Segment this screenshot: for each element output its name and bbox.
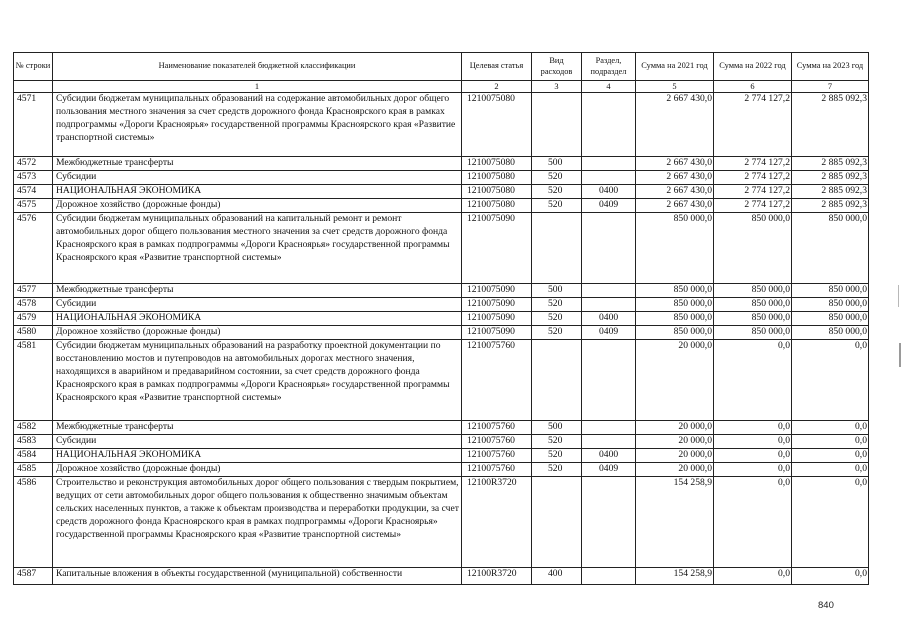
indicator-name: Субсидии бюджетам муниципальных образований на капитальный ремонт и ремонт автомобильных дорог общего пользования местного значения за счет средств дорожного фонда Красноярского края в рамках подпрограммы «Дороги Красноярья» государственной программы Красноярского края «Развитие транспортной системы» bbox=[53, 213, 462, 284]
expense-type: 520 bbox=[532, 171, 582, 185]
sum-2021: 850 000,0 bbox=[636, 284, 714, 298]
indicator-name: Межбюджетные трансферты bbox=[53, 421, 462, 435]
sum-2021: 20 000,0 bbox=[636, 463, 714, 477]
target-article: 1210075090 bbox=[462, 298, 532, 312]
indicator-name: Субсидии bbox=[53, 171, 462, 185]
sum-2023: 850 000,0 bbox=[792, 213, 869, 284]
indicator-name: Дорожное хозяйство (дорожные фонды) bbox=[53, 463, 462, 477]
expense-type: 500 bbox=[532, 157, 582, 171]
section-code: 0400 bbox=[582, 449, 636, 463]
sum-2021: 850 000,0 bbox=[636, 312, 714, 326]
sum-2023: 2 885 092,3 bbox=[792, 185, 869, 199]
row-number: 4575 bbox=[14, 199, 53, 213]
section-code: 0409 bbox=[582, 463, 636, 477]
row-number: 4582 bbox=[14, 421, 53, 435]
sum-2023: 2 885 092,3 bbox=[792, 171, 869, 185]
table-row bbox=[14, 93, 869, 157]
column-number bbox=[14, 81, 53, 93]
column-number: 4 bbox=[582, 81, 636, 93]
sum-2022: 2 774 127,2 bbox=[714, 157, 792, 171]
sum-2023: 850 000,0 bbox=[792, 284, 869, 298]
scan-artifact bbox=[899, 343, 901, 367]
expense-type: 520 bbox=[532, 298, 582, 312]
section-code: 0409 bbox=[582, 199, 636, 213]
expense-type bbox=[532, 340, 582, 421]
row-number: 4577 bbox=[14, 284, 53, 298]
expense-type: 520 bbox=[532, 463, 582, 477]
expense-type: 520 bbox=[532, 326, 582, 340]
sum-2021: 154 258,9 bbox=[636, 568, 714, 585]
sum-2022: 850 000,0 bbox=[714, 213, 792, 284]
expense-type: 520 bbox=[532, 435, 582, 449]
row-number: 4587 bbox=[14, 568, 53, 585]
indicator-name: Субсидии bbox=[53, 435, 462, 449]
sum-2022: 0,0 bbox=[714, 463, 792, 477]
sum-2023: 0,0 bbox=[792, 340, 869, 421]
target-article: 1210075080 bbox=[462, 157, 532, 171]
section-code bbox=[582, 298, 636, 312]
indicator-name: НАЦИОНАЛЬНАЯ ЭКОНОМИКА bbox=[53, 449, 462, 463]
table-row bbox=[14, 463, 869, 477]
table-row bbox=[14, 312, 869, 326]
target-article: 12100R3720 bbox=[462, 477, 532, 568]
table-row bbox=[14, 477, 869, 568]
section-code: 0400 bbox=[582, 312, 636, 326]
sum-2021: 2 667 430,0 bbox=[636, 199, 714, 213]
sum-2021: 20 000,0 bbox=[636, 435, 714, 449]
sum-2023: 0,0 bbox=[792, 568, 869, 585]
sum-2023: 850 000,0 bbox=[792, 312, 869, 326]
sum-2021: 850 000,0 bbox=[636, 213, 714, 284]
indicator-name: НАЦИОНАЛЬНАЯ ЭКОНОМИКА bbox=[53, 312, 462, 326]
sum-2023: 0,0 bbox=[792, 463, 869, 477]
sum-2022: 850 000,0 bbox=[714, 326, 792, 340]
section-code bbox=[582, 93, 636, 157]
row-number: 4571 bbox=[14, 93, 53, 157]
target-article: 1210075090 bbox=[462, 213, 532, 284]
target-article: 1210075760 bbox=[462, 449, 532, 463]
header-section: Раздел, подраздел bbox=[582, 53, 636, 81]
section-code bbox=[582, 284, 636, 298]
row-number: 4578 bbox=[14, 298, 53, 312]
sum-2023: 0,0 bbox=[792, 435, 869, 449]
sum-2022: 0,0 bbox=[714, 477, 792, 568]
budget-table bbox=[13, 52, 869, 585]
page-number: 840 bbox=[818, 600, 834, 611]
section-code bbox=[582, 421, 636, 435]
header-indicator-name: Наименование показателей бюджетной классификации bbox=[53, 53, 462, 81]
row-number: 4584 bbox=[14, 449, 53, 463]
sum-2023: 0,0 bbox=[792, 421, 869, 435]
sum-2021: 154 258,9 bbox=[636, 477, 714, 568]
table-row bbox=[14, 421, 869, 435]
column-number: 3 bbox=[532, 81, 582, 93]
sum-2022: 0,0 bbox=[714, 340, 792, 421]
header-row bbox=[14, 53, 869, 81]
sum-2023: 2 885 092,3 bbox=[792, 157, 869, 171]
section-code bbox=[582, 435, 636, 449]
table-row bbox=[14, 298, 869, 312]
sum-2021: 2 667 430,0 bbox=[636, 185, 714, 199]
table-row bbox=[14, 171, 869, 185]
column-number: 2 bbox=[462, 81, 532, 93]
expense-type: 520 bbox=[532, 449, 582, 463]
table-row bbox=[14, 568, 869, 585]
sum-2023: 0,0 bbox=[792, 449, 869, 463]
indicator-name: Строительство и реконструкция автомобильных дорог общего пользования с твердым покрытием, ведущих от сети автомобильных дорог общего пользования к общественно значимым объектам сельских населенных пунктов, а также к объектам производства и переработки продукции, за счет средств дорожного фонда Красноярского края в рамках подпрограммы «Дороги Красноярья» государственной программы Красноярского края «Развитие транспортной системы» bbox=[53, 477, 462, 568]
target-article: 1210075090 bbox=[462, 284, 532, 298]
sum-2022: 0,0 bbox=[714, 435, 792, 449]
row-number: 4579 bbox=[14, 312, 53, 326]
indicator-name: Субсидии bbox=[53, 298, 462, 312]
expense-type: 520 bbox=[532, 312, 582, 326]
section-code: 0400 bbox=[582, 185, 636, 199]
sum-2022: 0,0 bbox=[714, 449, 792, 463]
sum-2023: 850 000,0 bbox=[792, 326, 869, 340]
table-row bbox=[14, 449, 869, 463]
column-number: 1 bbox=[53, 81, 462, 93]
column-number: 7 bbox=[792, 81, 869, 93]
sum-2021: 2 667 430,0 bbox=[636, 171, 714, 185]
row-number: 4581 bbox=[14, 340, 53, 421]
row-number: 4583 bbox=[14, 435, 53, 449]
header-sum-2022: Сумма на 2022 год bbox=[714, 53, 792, 81]
expense-type: 520 bbox=[532, 199, 582, 213]
target-article: 1210075760 bbox=[462, 340, 532, 421]
expense-type bbox=[532, 93, 582, 157]
section-code bbox=[582, 157, 636, 171]
target-article: 1210075080 bbox=[462, 185, 532, 199]
sum-2021: 2 667 430,0 bbox=[636, 157, 714, 171]
row-number: 4580 bbox=[14, 326, 53, 340]
expense-type: 400 bbox=[532, 568, 582, 585]
table-row bbox=[14, 157, 869, 171]
indicator-name: Дорожное хозяйство (дорожные фонды) bbox=[53, 326, 462, 340]
table-row bbox=[14, 213, 869, 284]
header-sum-2021: Сумма на 2021 год bbox=[636, 53, 714, 81]
sum-2022: 2 774 127,2 bbox=[714, 185, 792, 199]
sum-2021: 2 667 430,0 bbox=[636, 93, 714, 157]
indicator-name: НАЦИОНАЛЬНАЯ ЭКОНОМИКА bbox=[53, 185, 462, 199]
sum-2022: 0,0 bbox=[714, 421, 792, 435]
header-expense-type: Вид расходов bbox=[532, 53, 582, 81]
sum-2021: 20 000,0 bbox=[636, 449, 714, 463]
table-row bbox=[14, 284, 869, 298]
sum-2021: 850 000,0 bbox=[636, 326, 714, 340]
section-code bbox=[582, 213, 636, 284]
expense-type bbox=[532, 477, 582, 568]
sum-2023: 2 885 092,3 bbox=[792, 93, 869, 157]
row-number: 4576 bbox=[14, 213, 53, 284]
table-row bbox=[14, 326, 869, 340]
column-number-row bbox=[14, 81, 869, 93]
target-article: 1210075760 bbox=[462, 421, 532, 435]
target-article: 1210075080 bbox=[462, 199, 532, 213]
expense-type: 520 bbox=[532, 185, 582, 199]
row-number: 4572 bbox=[14, 157, 53, 171]
column-number: 6 bbox=[714, 81, 792, 93]
expense-type: 500 bbox=[532, 284, 582, 298]
sum-2022: 2 774 127,2 bbox=[714, 199, 792, 213]
sum-2022: 850 000,0 bbox=[714, 312, 792, 326]
header-sum-2023: Сумма на 2023 год bbox=[792, 53, 869, 81]
row-number: 4573 bbox=[14, 171, 53, 185]
sum-2022: 2 774 127,2 bbox=[714, 171, 792, 185]
target-article: 1210075080 bbox=[462, 171, 532, 185]
sum-2022: 850 000,0 bbox=[714, 298, 792, 312]
sum-2022: 2 774 127,2 bbox=[714, 93, 792, 157]
section-code bbox=[582, 171, 636, 185]
row-number: 4585 bbox=[14, 463, 53, 477]
indicator-name: Дорожное хозяйство (дорожные фонды) bbox=[53, 199, 462, 213]
indicator-name: Капитальные вложения в объекты государственной (муниципальной) собственности bbox=[53, 568, 462, 585]
sum-2023: 0,0 bbox=[792, 477, 869, 568]
section-code bbox=[582, 477, 636, 568]
section-code bbox=[582, 568, 636, 585]
section-code bbox=[582, 340, 636, 421]
target-article: 1210075760 bbox=[462, 463, 532, 477]
indicator-name: Межбюджетные трансферты bbox=[53, 157, 462, 171]
target-article: 1210075760 bbox=[462, 435, 532, 449]
table-row bbox=[14, 435, 869, 449]
sum-2021: 850 000,0 bbox=[636, 298, 714, 312]
column-number: 5 bbox=[636, 81, 714, 93]
sum-2023: 850 000,0 bbox=[792, 298, 869, 312]
table-row bbox=[14, 185, 869, 199]
target-article: 1210075090 bbox=[462, 326, 532, 340]
expense-type bbox=[532, 213, 582, 284]
header-row-number: № строки bbox=[14, 53, 53, 81]
section-code: 0409 bbox=[582, 326, 636, 340]
sum-2022: 850 000,0 bbox=[714, 284, 792, 298]
sum-2021: 20 000,0 bbox=[636, 340, 714, 421]
table-row bbox=[14, 340, 869, 421]
scan-artifact bbox=[898, 285, 899, 307]
target-article: 1210075080 bbox=[462, 93, 532, 157]
header-target-article: Целевая статья bbox=[462, 53, 532, 81]
indicator-name: Субсидии бюджетам муниципальных образований на разработку проектной документации по восстановлению мостов и путепроводов на автомобильных дорогах местного значения, находящихся в аварийном и предаварийном состоянии, за счет средств дорожного фонда Красноярского края в рамках подпрограммы «Дороги Красноярья» государственной программы Красноярского края «Развитие транспортной системы» bbox=[53, 340, 462, 421]
table-row bbox=[14, 199, 869, 213]
sum-2023: 2 885 092,3 bbox=[792, 199, 869, 213]
row-number: 4586 bbox=[14, 477, 53, 568]
indicator-name: Межбюджетные трансферты bbox=[53, 284, 462, 298]
sum-2022: 0,0 bbox=[714, 568, 792, 585]
indicator-name: Субсидии бюджетам муниципальных образований на содержание автомобильных дорог общего пользования местного значения за счет средств дорожного фонда Красноярского края в рамках подпрограммы «Дороги Красноярья» государственной программы Красноярского края «Развитие транспортной системы» bbox=[53, 93, 462, 157]
sum-2021: 20 000,0 bbox=[636, 421, 714, 435]
row-number: 4574 bbox=[14, 185, 53, 199]
target-article: 12100R3720 bbox=[462, 568, 532, 585]
expense-type: 500 bbox=[532, 421, 582, 435]
target-article: 1210075090 bbox=[462, 312, 532, 326]
